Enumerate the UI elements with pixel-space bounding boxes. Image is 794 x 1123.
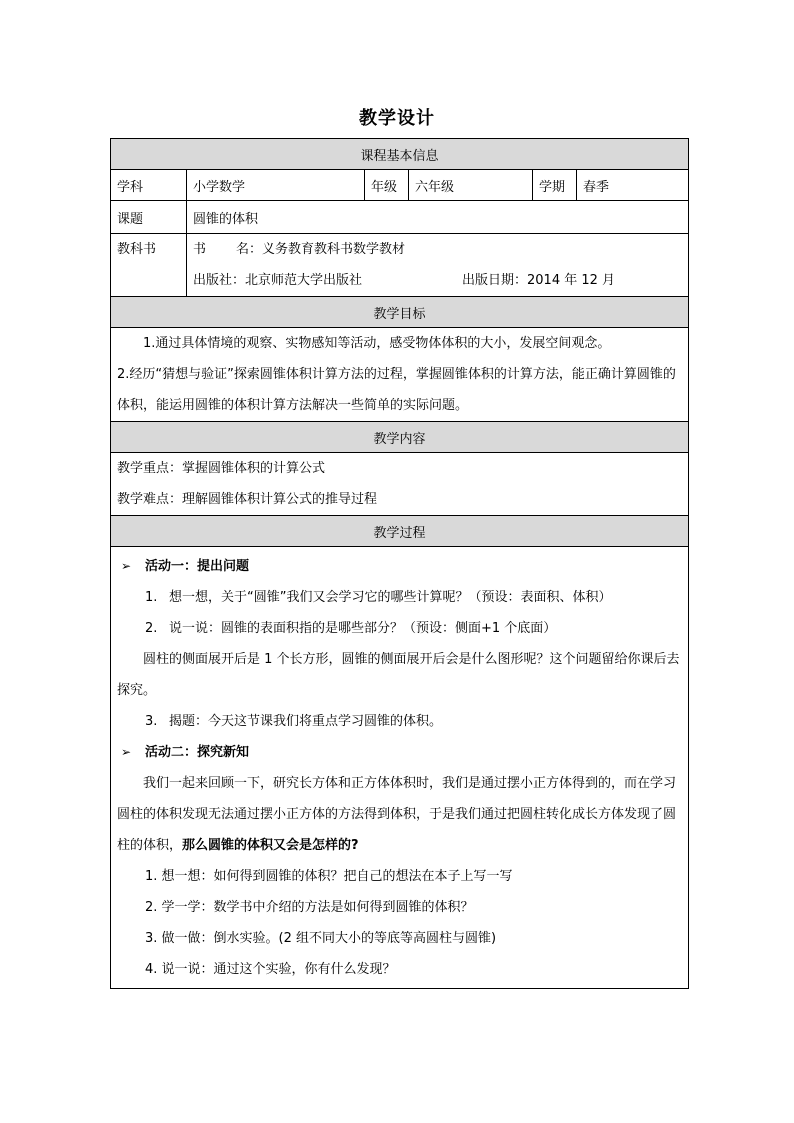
section-header-goals: 教学目标: [111, 297, 689, 328]
item-text: 想一想，关于“圆锥”我们又会学习它的哪些计算呢？（预设：表面积、体积）: [169, 590, 612, 605]
item-number: 3.: [145, 714, 158, 729]
section-header-process: 教学过程: [111, 516, 689, 547]
publisher-line: [193, 265, 682, 296]
arrow-bullet-icon: ➢: [121, 745, 132, 759]
topic-value: 圆锥的体积: [187, 201, 689, 234]
difficult-point: 教学难点：理解圆锥体积计算公式的推导过程: [117, 492, 378, 507]
lesson-plan-table: [110, 138, 689, 989]
book-name-label: 书: [193, 242, 207, 257]
subject-label: 学科: [111, 170, 187, 201]
term-label: 学期: [533, 170, 577, 201]
term-value: 春季: [577, 170, 689, 201]
book-name-value: 义务教育教科书数学教材: [262, 242, 406, 257]
activity-1-label: 活动一：提出问题: [145, 559, 250, 574]
activity-2-paragraph-bold: 那么圆锥的体积又会是怎样的?: [182, 838, 359, 853]
textbook-label-text: 教科书: [117, 242, 157, 257]
activity-2-item-4: 4. 说一说：通过这个实验，你有什么发现？: [145, 962, 396, 977]
topic-label: 课题: [111, 201, 187, 234]
activity-1-title: [117, 551, 682, 582]
activity-2-label: 活动二：探究新知: [145, 745, 250, 760]
activity-1-paragraph: 圆柱的侧面展开后是 1 个长方形，圆锥的侧面展开后会是什么图形呢？这个问题留给你课后去探究。: [117, 652, 680, 698]
page-title: 教学设计: [359, 108, 435, 129]
publisher: 出版社：北京师范大学出版社: [193, 273, 363, 288]
item-text: 揭题：今天这节课我们将重点学习圆锥的体积。: [169, 714, 443, 729]
goal-1: 1.通过具体情境的观察、实物感知等活动，感受物体体积的大小，发展空间观念。: [143, 336, 611, 351]
grade-value: 六年级: [409, 170, 533, 201]
activity-2-item-1: 1. 想一想：如何得到圆锥的体积？把自己的想法在本子上写一写: [145, 869, 513, 884]
book-name-line: [193, 234, 682, 265]
content-cell: [111, 453, 689, 516]
arrow-bullet-icon: ➢: [121, 559, 132, 573]
activity-2-item-2: 2. 学一学：数学书中介绍的方法是如何得到圆锥的体积？: [145, 900, 474, 915]
publish-date: 出版日期：2014 年 12 月: [462, 273, 616, 288]
activity-2-paragraph-text: 我们一起来回顾一下，研究长方体和正方体体积时，我们是通过摆小正方体得到的，而在学习圆柱的体积发现无法通过摆小正方体的方法得到体积，于是我们通过把圆柱转化成长方体发现了圆柱的体积，: [117, 776, 677, 853]
activity-1-item-2: [117, 613, 682, 644]
subject-value: 小学数学: [187, 170, 365, 201]
textbook-info: [187, 234, 689, 297]
process-cell: [111, 547, 689, 989]
item-number: 1.: [145, 590, 158, 605]
activity-2-title: [117, 737, 682, 768]
section-header-content: 教学内容: [111, 422, 689, 453]
goals-cell: [111, 328, 689, 422]
grade-label: 年级: [365, 170, 409, 201]
activity-1-item-1: [117, 582, 682, 613]
activity-1-item-3: [117, 706, 682, 737]
section-header-basic-info: 课程基本信息: [111, 139, 689, 170]
textbook-label: [111, 234, 187, 297]
goal-2: 2.经历“猜想与验证”探索圆锥体积计算方法的过程，掌握圆锥体积的计算方法，能正确计算圆锥的体积，能运用圆锥的体积计算方法解决一些简单的实际问题。: [117, 367, 676, 413]
key-point: 教学重点：掌握圆锥体积的计算公式: [117, 461, 326, 476]
activity-2-paragraph: [117, 768, 682, 861]
activity-2-item-3: 3. 做一做：倒水实验。(2 组不同大小的等底等高圆柱与圆锥): [145, 931, 497, 946]
book-name-colon: 名：: [236, 242, 263, 257]
item-text: 说一说：圆锥的表面积指的是哪些部分？（预设：侧面+1 个底面）: [169, 621, 557, 636]
item-number: 2.: [145, 621, 158, 636]
